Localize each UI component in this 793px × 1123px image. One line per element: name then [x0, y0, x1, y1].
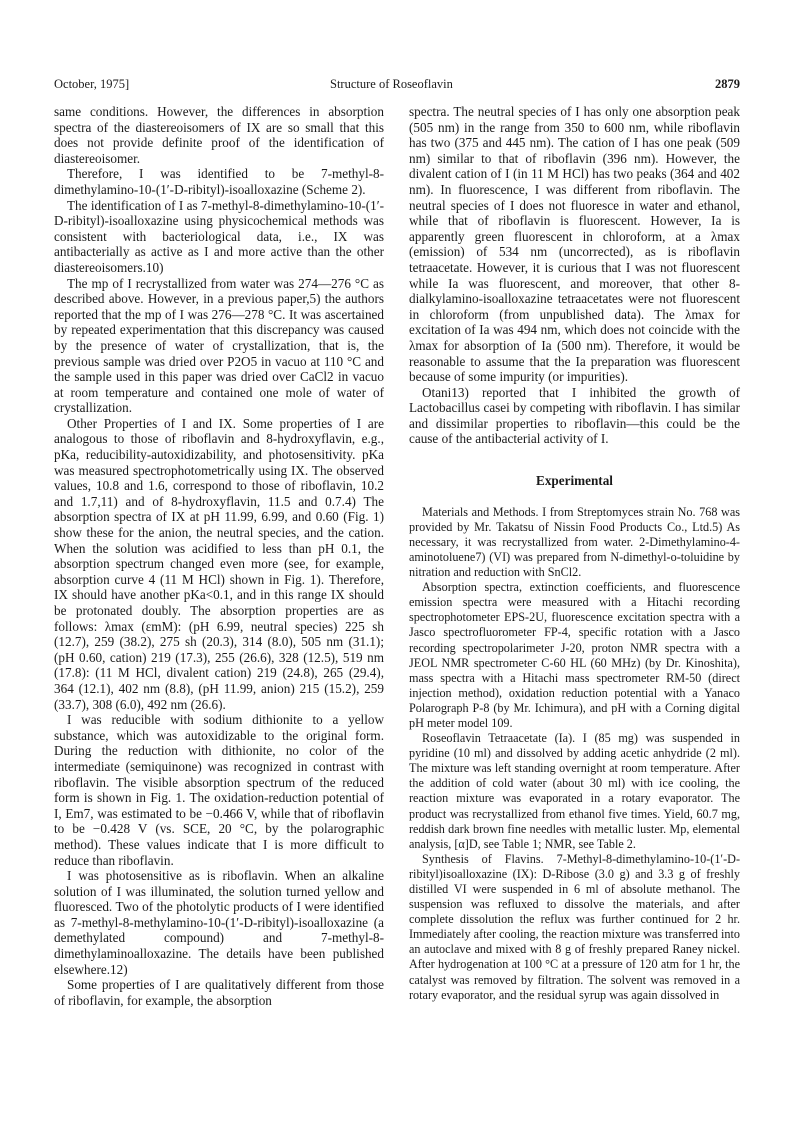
page-number: 2879: [715, 77, 740, 91]
paragraph: Some properties of I are qualitatively different from those of riboflavin, for example, the absorption: [54, 977, 384, 1008]
paragraph: Otani13) reported that I inhibited the growth of Lactobacillus casei by competing with riboflavin. I has similar and dissimilar properties to riboflavin—this could be the cause of the antibacterial activity of I.: [409, 384, 740, 447]
paragraph: I was reducible with sodium dithionite to a yellow substance, which was autoxidizable to the original form. During the reduction with dithionite, no color of the intermediate (semiquinone) was recognized in contrast with riboflavin. The visible absorption spectrum of the reduced form is shown in Fig. 1. The oxidation-reduction potential of I, Em7, was estimated to be −0.466 V, while that of riboflavin to be −0.428 V (vs. SCE, 20 °C, by the polarographic method). These values indicate that I is more difficult to reduce than riboflavin.: [54, 712, 384, 868]
paragraph: Other Properties of I and IX. Some properties of I are analogous to those of riboflavin and 8-hydroxyflavin, e.g., pKa, reducibility-autoxidizability, and photosensitivity. pKa was measured spectrophotometrically using IX. The observed values, 10.8 and 1.6, correspond to those of riboflavin, 10.2 and 1.7,11) and of 8-hydroxyflavin, 11.5 and 0.7.4) The absorption spectra of IX at pH 11.99, 6.99, and 0.60 (Fig. 1) show these for the anion, the neutral species, and the cation. When the solution was acidified to less than pH 0.1, the absorption spectrum changed even more (see, for example, absorption curve 4 (11 M HCl) shown in Fig. 1). Therefore, IX should have another pKa<0.1, and in this range IX should be protonated doubly. The absorption properties are as follows: λmax (εmM): (pH 6.99, neutral species) 225 sh (12.7), 259 (38.2), 275 sh (20.3), 314 (8.0), 505 nm (31.1); (pH 0.60, cation) 219 (17.3), 255 (26.6), 328 (12.5), 519 nm (17.8): (11 M HCl, divalent cation) 219 (24.8), 265 (29.4), 364 (12.1), 402 nm (8.8), (pH 11.99, anion) 215 (15.2), 259 (33.7), 308 (6.0), 492 nm (26.6).: [54, 415, 384, 712]
paragraph: Absorption spectra, extinction coefficients, and fluorescence emission spectra were measured with a Hitachi recording spectrophotometer EPS-2U, fluorescence excitation spectra with a Jasco spectrofluorometer FP-4, specific rotation with a Jasco recording spectropolarimeter J-20, proton NMR spectra with a JEOL NMR spectrometer C-60 HL (60 MHz) (by Dr. Kinoshita), mass spectra with a Hitachi mass spectrometer RM-50 (direct injection method), oxidation reduction potential with a Yanaco Polarograph P-8 (by Mr. Ichimura), and pH with a Corning digital pH meter model 109.: [409, 580, 740, 730]
paragraph: Synthesis of Flavins. 7-Methyl-8-dimethylamino-10-(1′-D-ribityl)isoalloxazine (IX): D-Ribose (3.0 g) and 3.3 g of freshly distilled VI were suspended in 6 ml of absolute methanol. The suspension was refluxed to dissolve the materials, and after complete dissolution the reflux was further continued for 2 hr. Immediately after cooling, the reaction mixture was transferred into an autoclave and mixed with 8 g of freshly prepared Raney nickel. After hydrogenation at 100 °C at a pressure of 120 atm for 1 hr, the catalyst was removed by filtration. The solvent was removed in a rotary evaporator, and the residual syrup was again dissolved in: [409, 851, 740, 1002]
header-date: October, 1975]: [54, 77, 130, 91]
paragraph: same conditions. However, the differences in absorption spectra of the diastereoisomers of IX are so small that this does not provide definite proof of the identification of diastereoisomer.: [54, 104, 384, 166]
right-column: [409, 104, 740, 1003]
paragraph: Roseoflavin Tetraacetate (Ia). I (85 mg) was suspended in pyridine (10 ml) and dissolved by adding acetic anhydride (2 ml). The mixture was left standing overnight at room temperature. After the addition of cold water (about 30 ml) with ice cooling, the reaction mixture was evaporated in a rotary evaporator. The product was recrystallized from ethanol five times. Yield, 60.7 mg, reddish dark brown fine needles with metallic luster. Mp, elemental analysis, [α]D, see Table 1; NMR, see Table 2.: [409, 731, 740, 851]
paragraph: I was photosensitive as is riboflavin. When an alkaline solution of I was illuminated, the solution turned yellow and fluoresced. Two of the photolytic products of I were identified as 7-methyl-8-methylamino-10-(1′-D-ribityl)-isoalloxazine (a demethylated compound) and 7-methyl-8-dimethylaminoalloxazine. The details have been published elsewhere.12): [54, 868, 384, 977]
left-column: [54, 104, 384, 1008]
paragraph: spectra. The neutral species of I has only one absorption peak (505 nm) in the range from 350 to 600 nm, while riboflavin has two (375 and 445 nm). The cation of I has one peak (509 nm) similar to that of riboflavin (396 nm). However, the divalent cation of I (in 11 M HCl) has two peaks (364 and 402 nm). In fluorescence, I was different from riboflavin. The neutral species of I does not fluoresce in water and ethanol, while that of riboflavin is fluorescent. However, Ia is apparently green fluorescent in chloroform, at a λmax (emission) of 534 nm (uncorrected), as is riboflavin tetraacetate. However, it is curious that I was not fluorescent while Ia was fluorescent, and moreover, that other 8-dialkylamino-isoalloxazine tetraacetates were not fluorescent in chloroform (from unpublished data). The λmax for excitation of Ia was 494 nm, which does not coincide with the λmax for absorption of Ia (500 nm). Therefore, it would be reasonable to assume that the Ia preparation was fluorescent because of some impurity (or impurities).: [409, 104, 740, 385]
paragraph: The identification of I as 7-methyl-8-dimethylamino-10-(1′-D-ribityl)-isoalloxazine using physicochemical methods was consistent with bacteriological data, i.e., IX was antibacterially as active as I and more active than the other diastereoisomers.10): [54, 197, 384, 275]
header-title: Structure of Roseoflavin: [330, 77, 453, 91]
paragraph: Materials and Methods. I from Streptomyces strain No. 768 was provided by Mr. Takatsu of Nissin Food Products Co., Ltd.5) As necessary, it was recrystallized from water. 2-Dimethylamino-4-aminotoluene7) (VI) was prepared from N-dimethyl-o-toluidine by nitration and reduction with SnCl2.: [409, 504, 740, 580]
running-header: [54, 77, 740, 95]
section-heading: Experimental: [536, 473, 613, 489]
paragraph: The mp of I recrystallized from water was 274—276 °C as described above. However, in a previous paper,5) the authors reported that the mp of I was 276—278 °C. It was ascertained by repeated experimentation that this discrepancy was caused by the presence of water of crystallization, that is, the previous sample was dried over P2O5 in vacuo at 110 °C and the sample used in this paper was dried over CaCl2 in vacuo at room temperature and contained one mole of water of crystallization.: [54, 275, 384, 416]
paragraph: Therefore, I was identified to be 7-methyl-8-dimethylamino-10-(1′-D-ribityl)-isoalloxazine (Scheme 2).: [54, 166, 384, 197]
